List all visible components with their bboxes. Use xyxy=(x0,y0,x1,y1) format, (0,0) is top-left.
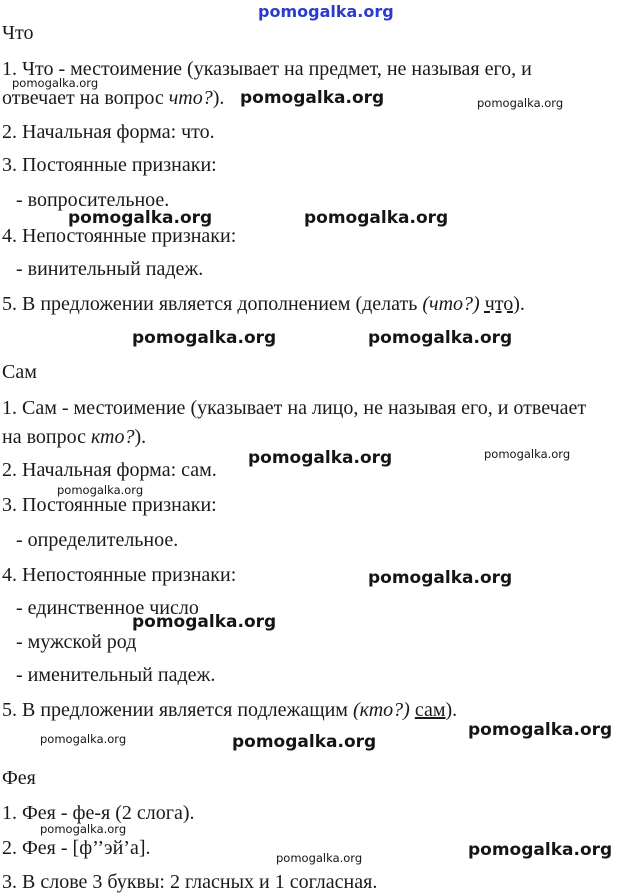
chto-item-2: 2. Начальная форма: что. xyxy=(2,121,215,143)
watermark: pomogalka.org xyxy=(232,732,377,752)
chto-item-1-line-1: 1. Что - местоимение (указывает на предмет, не называя его, и xyxy=(2,58,532,80)
sam-item-1-text: на вопрос xyxy=(2,426,91,448)
sam-item-1-end: ). xyxy=(134,426,147,448)
watermark: pomogalka.org xyxy=(248,448,393,468)
sam-item-5-end: ). xyxy=(445,699,458,721)
sam-item-1-line-1: 1. Сам - местоимение (указывает на лицо, не называя его, и отвечает xyxy=(2,397,587,419)
sam-item-4-2: - мужской род xyxy=(16,631,137,653)
watermark: pomogalka.org xyxy=(40,822,127,836)
sam-item-5 xyxy=(2,698,457,722)
watermark-top: pomogalka.org xyxy=(258,2,394,21)
watermark: pomogalka.org xyxy=(132,612,277,632)
watermark: pomogalka.org xyxy=(276,851,363,865)
chto-item-1-text: отвечает на вопрос xyxy=(2,87,169,109)
chto-item-5-end: ). xyxy=(513,293,525,315)
sam-item-5-word: сам xyxy=(414,699,446,721)
sam-item-5-text: 5. В предложении является подлежащим xyxy=(2,699,353,721)
chto-item-5 xyxy=(2,292,525,316)
watermark: pomogalka.org xyxy=(57,483,144,497)
watermark: pomogalka.org xyxy=(40,732,127,746)
chto-question: что? xyxy=(168,87,213,109)
sam-item-4: 4. Непостоянные признаки: xyxy=(2,564,237,586)
feya-item-1: 1. Фея - фе-я (2 слога). xyxy=(2,802,195,824)
chto-item-5-text: 5. В предложении является дополнением (делать xyxy=(2,293,423,315)
watermark: pomogalka.org xyxy=(304,208,449,228)
watermark: pomogalka.org xyxy=(12,76,99,90)
sam-item-4-1: - единственное число xyxy=(16,597,199,619)
feya-item-2: 2. Фея - [ф’’эй’а]. xyxy=(2,837,151,859)
section-title-chto: Что xyxy=(2,22,34,44)
chto-item-3-1: - вопросительное. xyxy=(16,189,170,211)
sam-item-3-1: - определительное. xyxy=(16,529,179,551)
watermark: pomogalka.org xyxy=(68,208,213,228)
chto-item-3: 3. Постоянные признаки: xyxy=(2,154,217,176)
sam-question: кто? xyxy=(90,426,135,448)
sam-item-3: 3. Постоянные признаки: xyxy=(2,494,217,516)
chto-item-5-question: (что?) xyxy=(422,293,480,315)
sam-item-5-question: (кто?) xyxy=(352,699,410,721)
watermark: pomogalka.org xyxy=(368,568,513,588)
chto-item-4: 4. Непостоянные признаки: xyxy=(2,225,237,247)
section-title-feya: Фея xyxy=(2,767,36,789)
chto-item-4-1: - винительный падеж. xyxy=(16,258,204,280)
watermark: pomogalka.org xyxy=(484,447,571,461)
sam-item-1-line-2 xyxy=(2,425,146,449)
watermark: pomogalka.org xyxy=(468,720,613,740)
watermark: pomogalka.org xyxy=(132,328,277,348)
chto-item-1-end: ). xyxy=(212,87,225,109)
sam-item-2: 2. Начальная форма: сам. xyxy=(2,459,217,481)
section-title-sam: Сам xyxy=(2,361,37,383)
watermark: pomogalka.org xyxy=(477,96,564,110)
chto-item-5-word: что xyxy=(484,293,514,315)
watermark: pomogalka.org xyxy=(368,328,513,348)
watermark: pomogalka.org xyxy=(468,840,613,860)
feya-item-3: 3. В слове 3 буквы: 2 гласных и 1 согласная. xyxy=(2,871,378,893)
watermark: pomogalka.org xyxy=(240,88,385,108)
sam-item-4-3: - именительный падеж. xyxy=(16,664,216,686)
